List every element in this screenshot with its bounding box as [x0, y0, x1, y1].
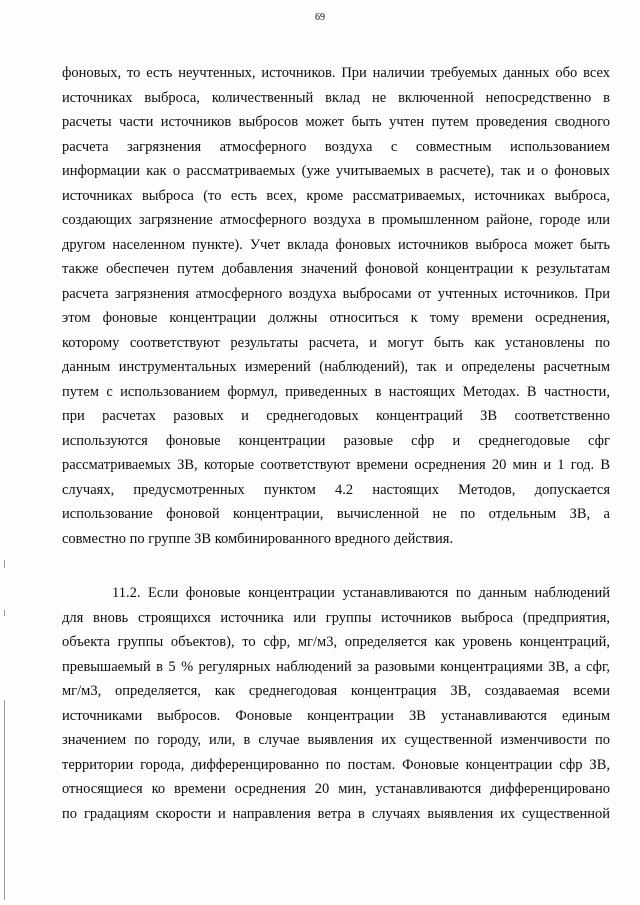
- text-line: значением по городу, или, в случае выявления их существенной изменчивости по: [62, 732, 610, 748]
- text-line: объекта группы объектов), то сфр, мг/м3, определяется как уровень концентраций,: [62, 634, 610, 650]
- text-line: источниках выброса, количественный вклад не включенной непосредственно в: [62, 89, 610, 106]
- text-line: 11.2. Если фоновые концентрации устанавливаются по данным наблюдений: [112, 585, 610, 601]
- text-line: фоновых, то есть неучтенных, источников. При наличии требуемых данных обо всех: [62, 65, 610, 81]
- text-line: используются фоновые концентрации разовые сфр и среднегодовые сфг: [62, 432, 610, 449]
- text-line: использование фоновой концентрации, вычисленной не по отдельным ЗВ, а: [62, 506, 610, 522]
- text-line: которому соответствуют результаты расчета, и могут быть как установлены по: [62, 334, 610, 351]
- text-line: расчеты части источников выбросов может быть учтен путем проведения сводного: [62, 114, 610, 130]
- text-line: расчета загрязнения атмосферного воздуха выбросами от учтенных источников. При: [62, 285, 610, 302]
- text-line: по градациям скорости и направления ветра в случаях выявления их существенной: [62, 805, 610, 822]
- text-line: источниках выброса (то есть всех, кроме рассматриваемых, источниках выброса,: [62, 187, 610, 204]
- text-line: источниками выбросов. Фоновые концентрации ЗВ устанавливаются единым: [62, 707, 610, 724]
- text-line: случаях, предусмотренных пунктом 4.2 настоящих Методов, допускается: [62, 481, 610, 498]
- text-line: превышаемый в 5 % регулярных наблюдений за разовыми концентрациями ЗВ, а сфг,: [62, 658, 610, 675]
- text-line: данным инструментальных измерений (наблюдений), так и определены расчетным: [62, 359, 610, 375]
- text-line: также обеспечен путем добавления значений фоновой концентрации к результатам: [62, 261, 610, 277]
- scan-margin-mark: [4, 700, 5, 900]
- scan-margin-mark: [4, 610, 5, 616]
- text-line: путем с использованием формул, приведенных в настоящих Методах. В частности,: [62, 383, 610, 400]
- text-line: расчета загрязнения атмосферного воздуха с совместным использованием: [62, 138, 610, 155]
- scan-margin-mark: [4, 560, 5, 568]
- text-line: относящиеся ко времени осреднения 20 мин, устанавливаются дифференцировано: [62, 781, 610, 797]
- text-line: другом населенном пункте). Учет вклада фоновых источников выброса может быть: [62, 236, 610, 253]
- text-line: информации как о рассматриваемых (уже учитываемых в расчете), так и о фоновых: [62, 163, 610, 179]
- text-line: совместно по группе ЗВ комбинированного вредного действия.: [62, 530, 454, 547]
- text-line: этом фоновые концентрации должны относиться к тому времени осреднения,: [62, 310, 610, 326]
- paragraph-background-sources: [62, 61, 610, 551]
- text-line: создающих загрязнение атмосферного воздуха в промышленном районе, городе или: [62, 212, 610, 228]
- text-line: рассматриваемых ЗВ, которые соответствуют времени осреднения 20 мин и 1 год. В: [62, 457, 610, 473]
- text-line: при расчетах разовых и среднегодовых концентраций ЗВ соответственно: [62, 408, 610, 424]
- paragraph-11-2: [62, 581, 610, 826]
- text-line: мг/м3, определяется, как среднегодовая концентрация ЗВ, создаваемая всеми: [62, 683, 610, 699]
- text-line: территории города, дифференцированно по постам. Фоновые концентрации сфр ЗВ,: [62, 756, 610, 773]
- text-line: для вновь строящихся источника или группы источников выброса (предприятия,: [62, 609, 610, 626]
- page-number: 69: [315, 12, 325, 23]
